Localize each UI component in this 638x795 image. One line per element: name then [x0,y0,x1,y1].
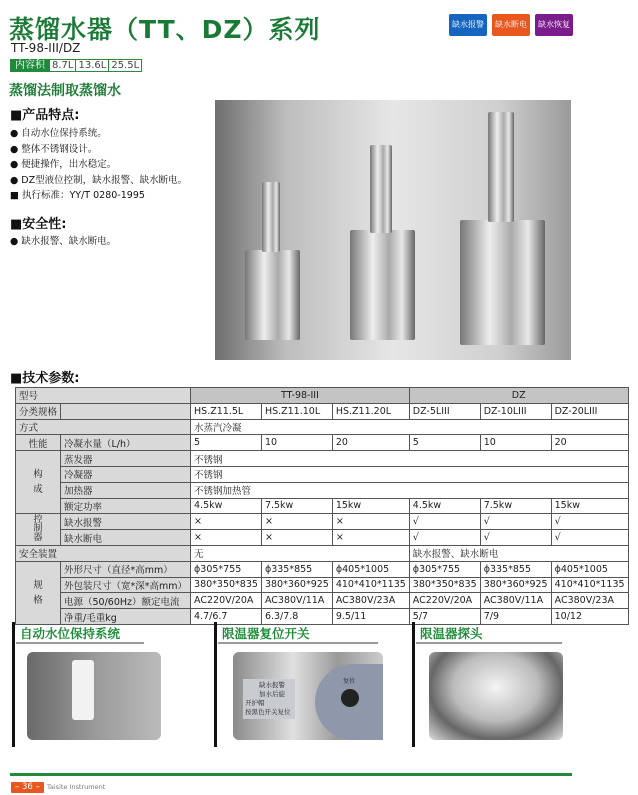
table-row [16,388,629,404]
cell: ϕ405*1005 [332,561,409,577]
table-row [16,530,629,546]
cell: × [332,514,409,530]
cell: AC380V/11A [261,593,332,609]
table-row [16,451,629,467]
table-row [16,403,629,419]
row-label: 型号 [16,388,191,404]
cell: √ [551,514,628,530]
cell: ϕ335*855 [480,561,551,577]
cell: √ [409,530,480,546]
cell: AC220V/20A [191,593,262,609]
safety-heading: ■安全性: [10,217,67,232]
cell: 5 [191,435,262,451]
cell: HS.Z11.20L [332,403,409,419]
section-reset-switch [214,622,378,747]
cell: AC380V/11A [480,593,551,609]
feature-item: ● 自动水位保持系统。 [10,128,107,139]
temp-probe-photo [429,652,563,740]
distiller-small [245,250,300,340]
cell: 5 [409,435,480,451]
feature-item: ● 便捷操作，出水稳定。 [10,159,117,170]
badge-low-water-cutoff: 缺水断电 [492,14,530,36]
cell: 410*410*1135 [551,577,628,593]
cell: DZ-20LIII [551,403,628,419]
sticker-text: 加水后旋 [259,690,285,698]
volume-value: 8.7L [49,60,75,71]
volume-value: 25.5L [108,60,141,71]
cell: AC380V/23A [332,593,409,609]
cell: 缺水报警、缺水断电 [409,545,628,561]
table-row [16,545,629,561]
cell: × [332,530,409,546]
table-row [16,419,629,435]
specs-heading: ■技术参数: [10,371,80,386]
sticker-text: 开护帽 [245,699,265,707]
table-row [16,514,629,530]
section-title: 自动水位保持系统 [20,626,121,641]
table-row [16,498,629,514]
cell: 6.3/7.8 [261,609,332,625]
cell: × [191,530,262,546]
cell: 7.5kw [261,498,332,514]
badge-low-water-alarm: 缺水报警 [449,14,487,36]
cell: 380*350*835 [409,577,480,593]
table-row [16,466,629,482]
section-title: 限温器探头 [420,626,483,641]
cell: AC220V/20A [409,593,480,609]
cell: DZ-5LIII [409,403,480,419]
table-row [16,577,629,593]
cell: AC380V/23A [551,593,628,609]
row-label: 蒸发器 [61,451,191,467]
volume-bar [10,59,142,72]
table-row [16,482,629,498]
row-label: 冷凝器 [61,466,191,482]
water-level-photo [27,652,161,740]
page-number: – 36 – [11,782,44,793]
reset-switch-photo [233,652,383,740]
cell: 不锈钢 [191,466,629,482]
row-label: 外形尺寸（直径*高mm） [61,561,191,577]
row-label: 额定功率 [61,498,191,514]
section-temp-probe [412,622,562,747]
cell: HS.Z11.10L [261,403,332,419]
feature-item: ■ 执行标准：YY/T 0280-1995 [10,190,145,201]
table-row [16,593,629,609]
group-label: 性能 [16,435,61,451]
footer-divider [10,773,572,776]
row-label: 冷凝水量（L/h） [61,435,191,451]
table-row [16,561,629,577]
cell: 380*360*925 [261,577,332,593]
cell: √ [480,514,551,530]
cell: ϕ405*1005 [551,561,628,577]
cell: HS.Z11.5L [191,403,262,419]
row-label: 加热器 [61,482,191,498]
row-label: 缺水断电 [61,530,191,546]
cell: 水蒸汽冷凝 [191,419,629,435]
section-title: 限温器复位开关 [222,626,310,641]
group-label: 构成 [16,451,61,514]
cell: 20 [551,435,628,451]
volume-value: 13.6L [75,60,108,71]
cell: ϕ305*755 [409,561,480,577]
specs-table [15,387,629,625]
cell: 380*360*925 [480,577,551,593]
row-label: 外包装尺寸（宽*深*高mm） [61,577,191,593]
row-label: 方式 [16,419,191,435]
cell: 9.5/11 [332,609,409,625]
row-label: 安全装置 [16,545,191,561]
cell: 7.5kw [480,498,551,514]
features-heading: ■产品特点: [10,108,80,123]
group-dz: DZ [409,388,628,404]
group-label: 控制器 [16,514,61,546]
row-label: 净重/毛重kg [61,609,191,625]
cell: 5/7 [409,609,480,625]
cell: ϕ305*755 [191,561,262,577]
cell: 4.5kw [409,498,480,514]
cell: 10 [480,435,551,451]
cell: 不锈钢 [191,451,629,467]
safety-item: ● 缺水报警、缺水断电。 [10,236,117,247]
distiller-large [460,220,545,345]
cell: √ [409,514,480,530]
group-label: 规格 [16,561,61,624]
badge-low-water-recovery: 缺水恢复 [535,14,573,36]
product-photo [215,100,571,360]
volume-label: 内容积 [11,60,49,71]
cell: × [261,530,332,546]
cell: 20 [332,435,409,451]
subtitle: 蒸馏法制取蒸馏水 [9,83,121,99]
cell: 410*410*1135 [332,577,409,593]
cell: 4.7/6.7 [191,609,262,625]
cell: 380*350*835 [191,577,262,593]
cell: 无 [191,545,410,561]
footer-brand: Taisite Instrument [47,783,106,791]
cell: 4.5kw [191,498,262,514]
row-label: 缺水报警 [61,514,191,530]
cell: √ [480,530,551,546]
features-section [10,104,187,204]
cell: √ [551,530,628,546]
cell: × [261,514,332,530]
cell: 10/12 [551,609,628,625]
section-water-level [12,622,144,747]
cell: 15kw [332,498,409,514]
reset-knob [341,689,359,707]
model-number: TT-98-III/DZ [11,41,81,55]
cell: × [191,514,262,530]
group-tt: TT-98-III [191,388,410,404]
cell: 不锈钢加热管 [191,482,629,498]
distiller-medium [350,230,415,340]
feature-item: ● DZ型液位控制，缺水报警、缺水断电。 [10,174,188,186]
cell: DZ-10LIII [480,403,551,419]
sticker-text: 缺水报警 [259,681,285,689]
row-label: 电源（50/60Hz）额定电流 [61,593,191,609]
page-title: 蒸馏水器（TT、DZ）系列 [9,15,321,44]
safety-section [10,213,116,250]
feature-item: ● 整体不锈钢设计。 [10,143,98,155]
cell: ϕ335*855 [261,561,332,577]
row-label: 分类规格 [16,403,61,419]
cell: 7/9 [480,609,551,625]
cell: 10 [261,435,332,451]
table-row [16,435,629,451]
sticker-text: 按黑色开关复位 [245,708,291,716]
cell: 15kw [551,498,628,514]
knob-label: 复位 [343,678,356,685]
